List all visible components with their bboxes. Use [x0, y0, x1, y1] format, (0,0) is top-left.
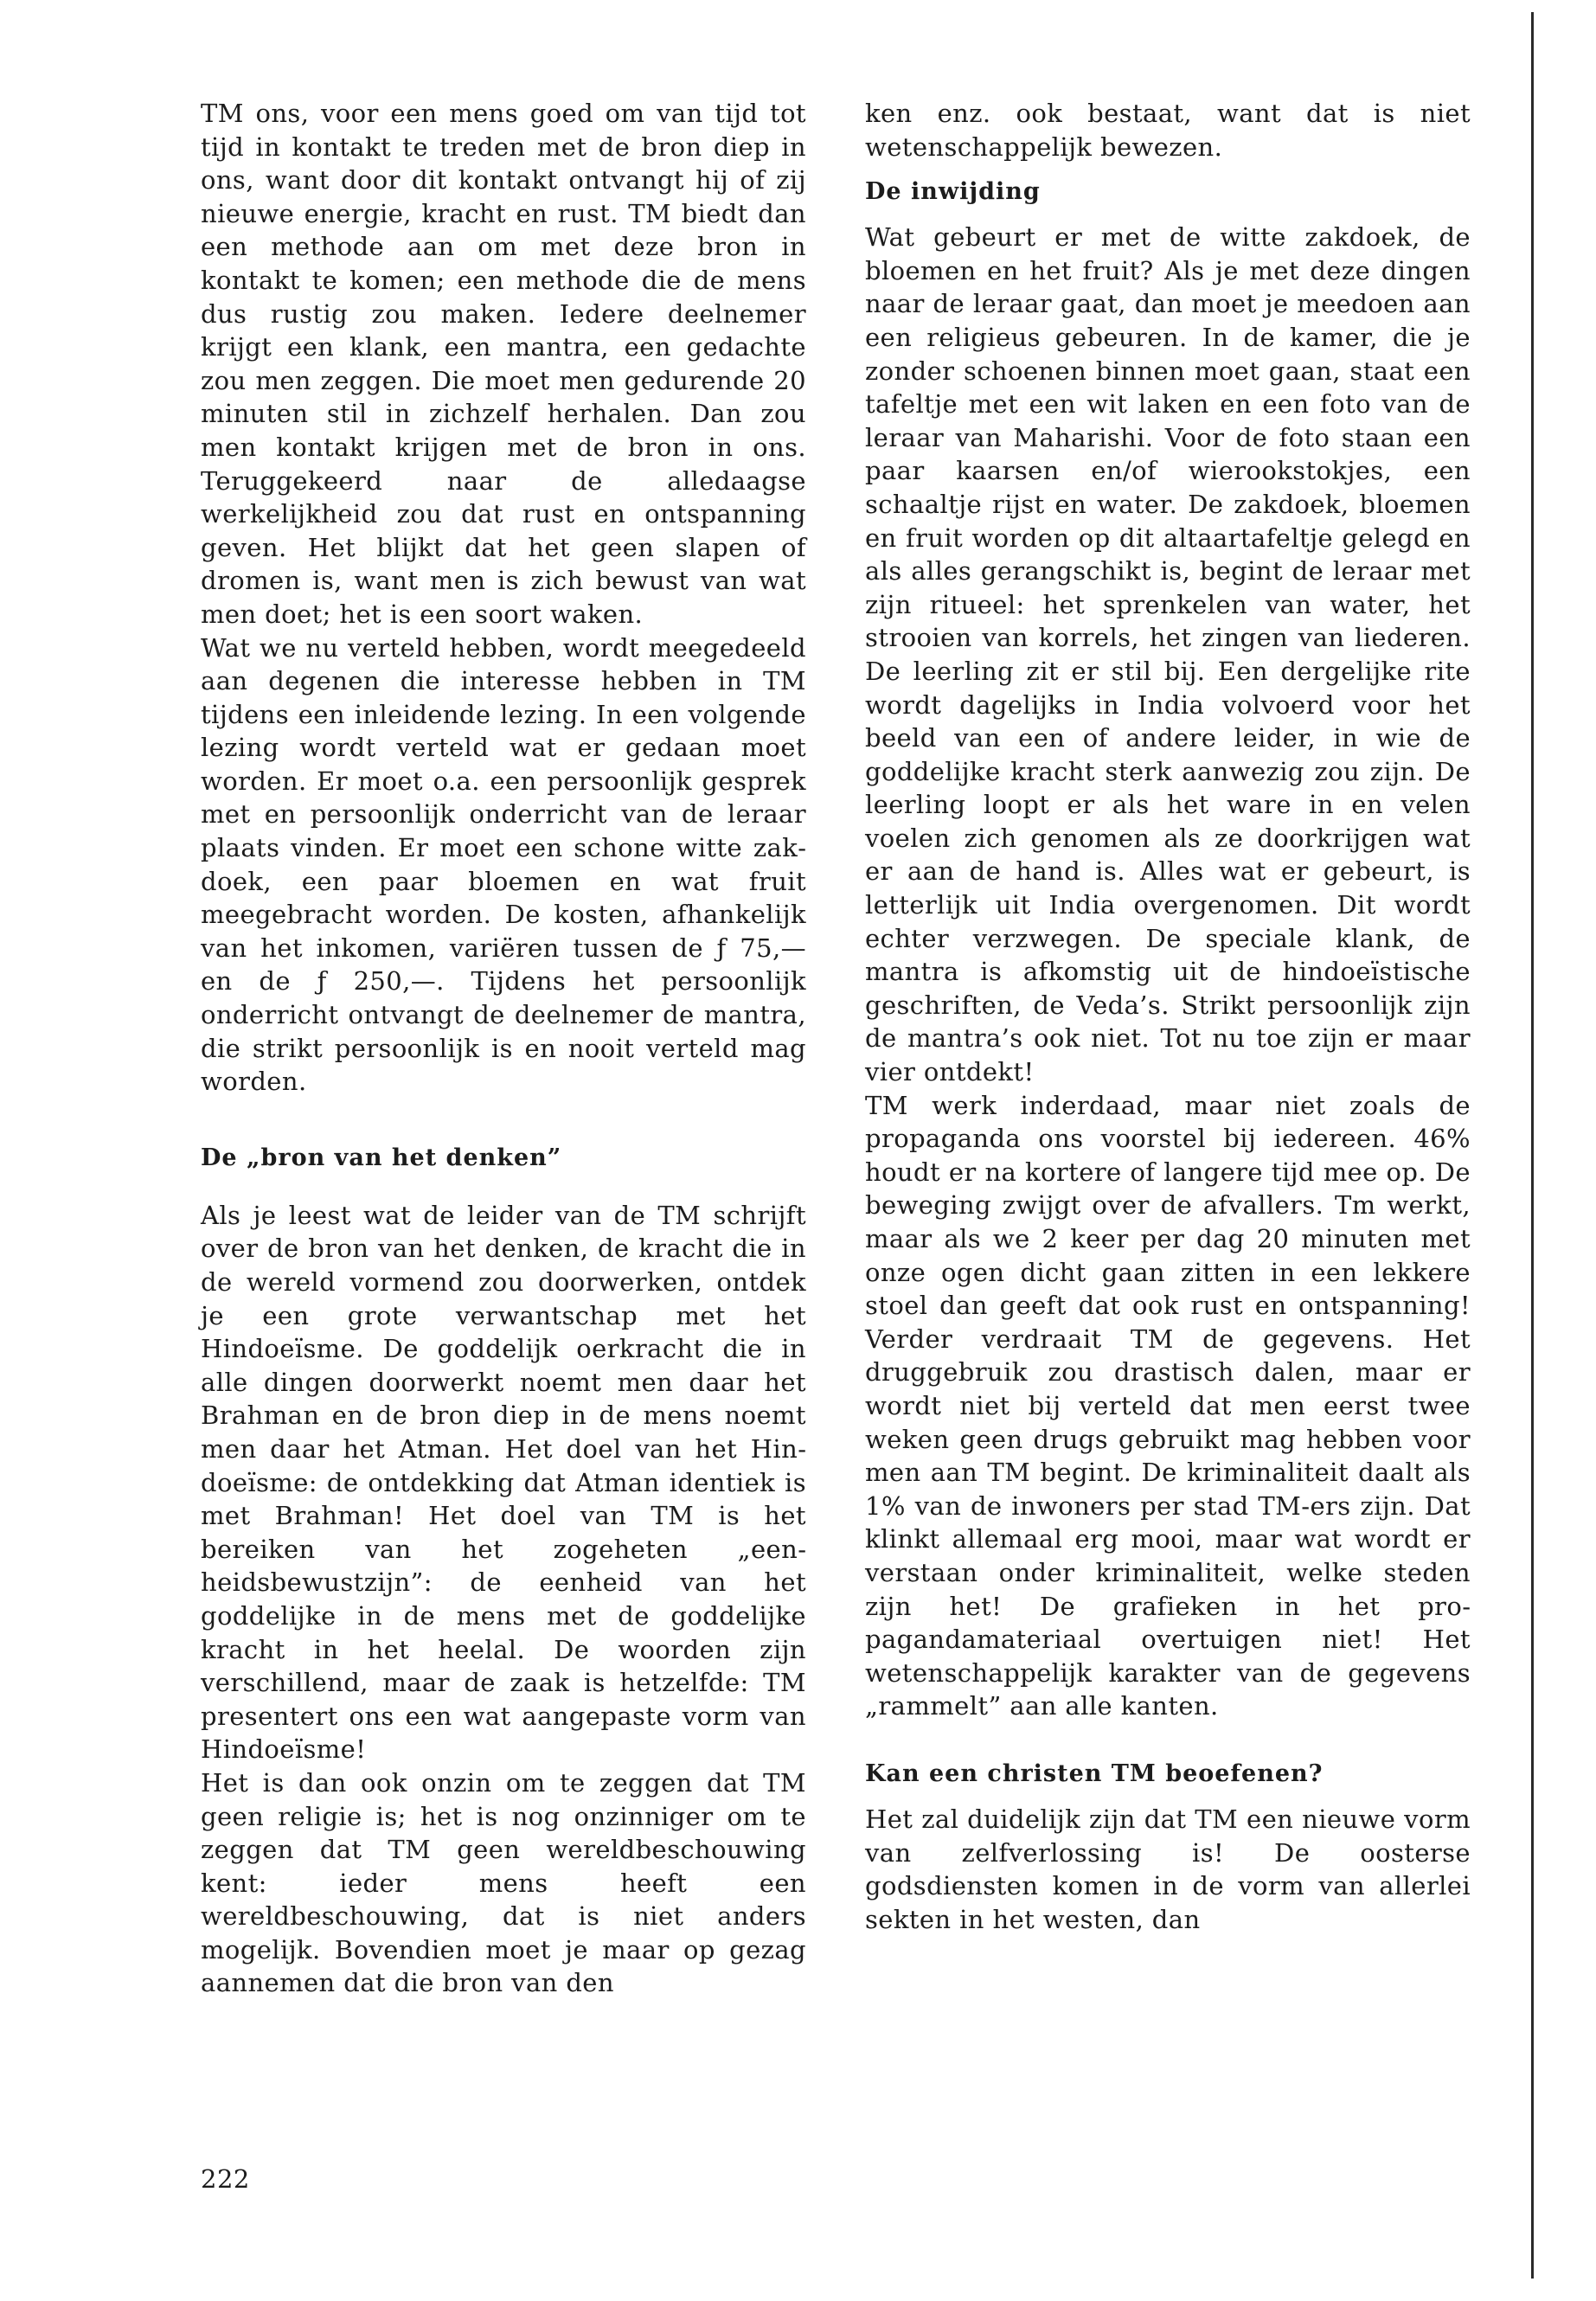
right-paragraph-3: TM werk inderdaad, maar niet zoals de propaganda ons voorstel bij iedereen. 46% houdt er na kortere of langere tijd mee op. De beweging zwijgt over de afvallers. Tm werkt, maar als we 2 keer per dag 20 minuten met onze ogen dicht gaan zitten in een lekkere stoel dan geeft dat ook rust en ontspanning! Verder verdraait TM de gegevens. Het druggebruik zou drastisch dalen, maar er wordt niet bij verteld dat men eerst twee weken geen drugs gebruikt mag hebben voor men aan TM begint. De kriminaliteit daalt als 1% van de inwoners per stad TM-ers zijn. Dat klinkt allemaal erg mooi, maar wat wordt er verstaan onder kriminaliteit, welke steden zijn het! De grafieken in het propagandamateriaal overtuigen niet! Het wetenschappelijk karakter van de gegevens „rammelt” aan alle kanten. — [865, 1090, 1471, 1721]
section-heading-christen-tm: Kan een christen TM beoefenen? — [865, 1759, 1324, 1787]
left-paragraph-1: TM ons, voor een mens goed om van tijd tot tijd in kontakt te treden met de bron diep in ons, want door dit kontakt ontvangt hij of zij nieuwe energie, kracht en rust. TM biedt dan een methode aan om met deze bron in kontakt te komen; een methode die de mens dus rustig zou maken. Iedere deelnemer krijgt een klank, een mantra, een gedachte zou men zeggen. Die moet men gedurende 20 minuten stil in zichzelf herhalen. Dan zou men kontakt krijgen met de bron in ons. Teruggekeerd naar de alledaagse werkelijkheid zou dat rust en ontspanning geven. Het blijkt dat het geen slapen of dromen is, want men is zich bewust van wat men doet; het is een soort waken. — [201, 99, 806, 629]
right-paragraph-4: Het zal duidelijk zijn dat TM een nieuwe vorm van zelfverlossing is! De oosterse godsdiensten komen in de vorm van allerlei sekten in het westen, dan — [865, 1804, 1471, 1934]
section-heading-bron-van-het-denken: De „bron van het denken” — [201, 1144, 562, 1171]
right-paragraph-1: ken enz. ook bestaat, want dat is niet wetenschappelijk bewezen. — [865, 99, 1471, 162]
page-edge-line — [1531, 12, 1534, 2279]
right-paragraph-2: Wat gebeurt er met de witte zakdoek, de bloemen en het fruit? Als je met deze dingen naar de leraar gaat, dan moet je meedoen aan een religieus gebeuren. In de kamer, die je zonder schoenen binnen moet gaan, staat een tafeltje met een wit laken en een foto van de leraar van Maharishi. Voor de foto staan een paar kaarsen en/of wierookstokjes, een schaaltje rijst en water. De zakdoek, bloemen en fruit worden op dit altaartafeltje gelegd en als alles gerangschikt is, begint de leraar met zijn ritueel: het sprenkelen van water, het strooien van korrels, het zingen van liederen. De leerling zit er stil bij. Een dergelijke rite wordt dagelijks in India volvoerd voor het beeld van een of andere leider, in wie de goddelijke kracht sterk aanwezig zou zijn. De leerling loopt er als het ware in en velen voelen zich genomen als ze doorkrijgen wat er aan de hand is. Alles wat er gebeurt, is letterlijk uit India overgenomen. Dit wordt echter verzwegen. De speciale klank, de mantra is afkomstig uit de hindoeïstische geschriften, de Veda’s. Strikt persoonlijk zijn de mantra’s ook niet. Tot nu toe zijn er maar vier ontdekt! — [865, 222, 1471, 1087]
left-paragraph-4: Het is dan ook onzin om te zeggen dat TM geen religie is; het is nog onzinniger om te zeggen dat TM geen wereldbeschouwing kent: ieder mens heeft een wereldbeschouwing, dat is niet anders mogelijk. Bovendien moet je maar op gezag aannemen dat die bron van den — [201, 1767, 806, 1998]
left-paragraph-2: Wat we nu verteld hebben, wordt meegedeeld aan degenen die interesse hebben in TM tijdens een inleidende lezing. In een volgende lezing wordt verteld wat er gedaan moet worden. Er moet o.a. een persoonlijk gesprek met en persoonlijk onderricht van de leraar plaats vinden. Er moet een schone witte zakdoek, een paar bloemen en wat fruit meegebracht worden. De kosten, afhankelijk van het inkomen, variëren tussen de ƒ 75,— en de ƒ 250,—. Tijdens het persoonlijk onderricht ontvangt de deelnemer de mantra, die strikt persoonlijk is en nooit verteld mag worden. — [201, 632, 806, 1097]
section-heading-inwijding: De inwijding — [865, 178, 1041, 206]
left-paragraph-3: Als je leest wat de leider van de TM schrijft over de bron van het denken, de kracht die in de wereld vormend zou doorwerken, ontdek je een grote verwantschap met het Hindoeïsme. De goddelijk oerkracht die in alle dingen doorwerkt noemt men daar het Brahman en de bron diep in de mens noemt men daar het Atman. Het doel van het Hindoeïsme: de ontdekking dat Atman identiek is met Brahman! Het doel van TM is het bereiken van het zogeheten „eenheidsbewustzijn”: de eenheid van het goddelijke in de mens met de goddelijke kracht in het heelal. De woorden zijn verschillend, maar de zaak is hetzelfde: TM presentert ons een wat aangepaste vorm van Hindoeïsme! — [201, 1200, 806, 1765]
left-column — [201, 97, 806, 2000]
page-number: 222 — [201, 2164, 250, 2194]
right-column — [865, 97, 1471, 1936]
